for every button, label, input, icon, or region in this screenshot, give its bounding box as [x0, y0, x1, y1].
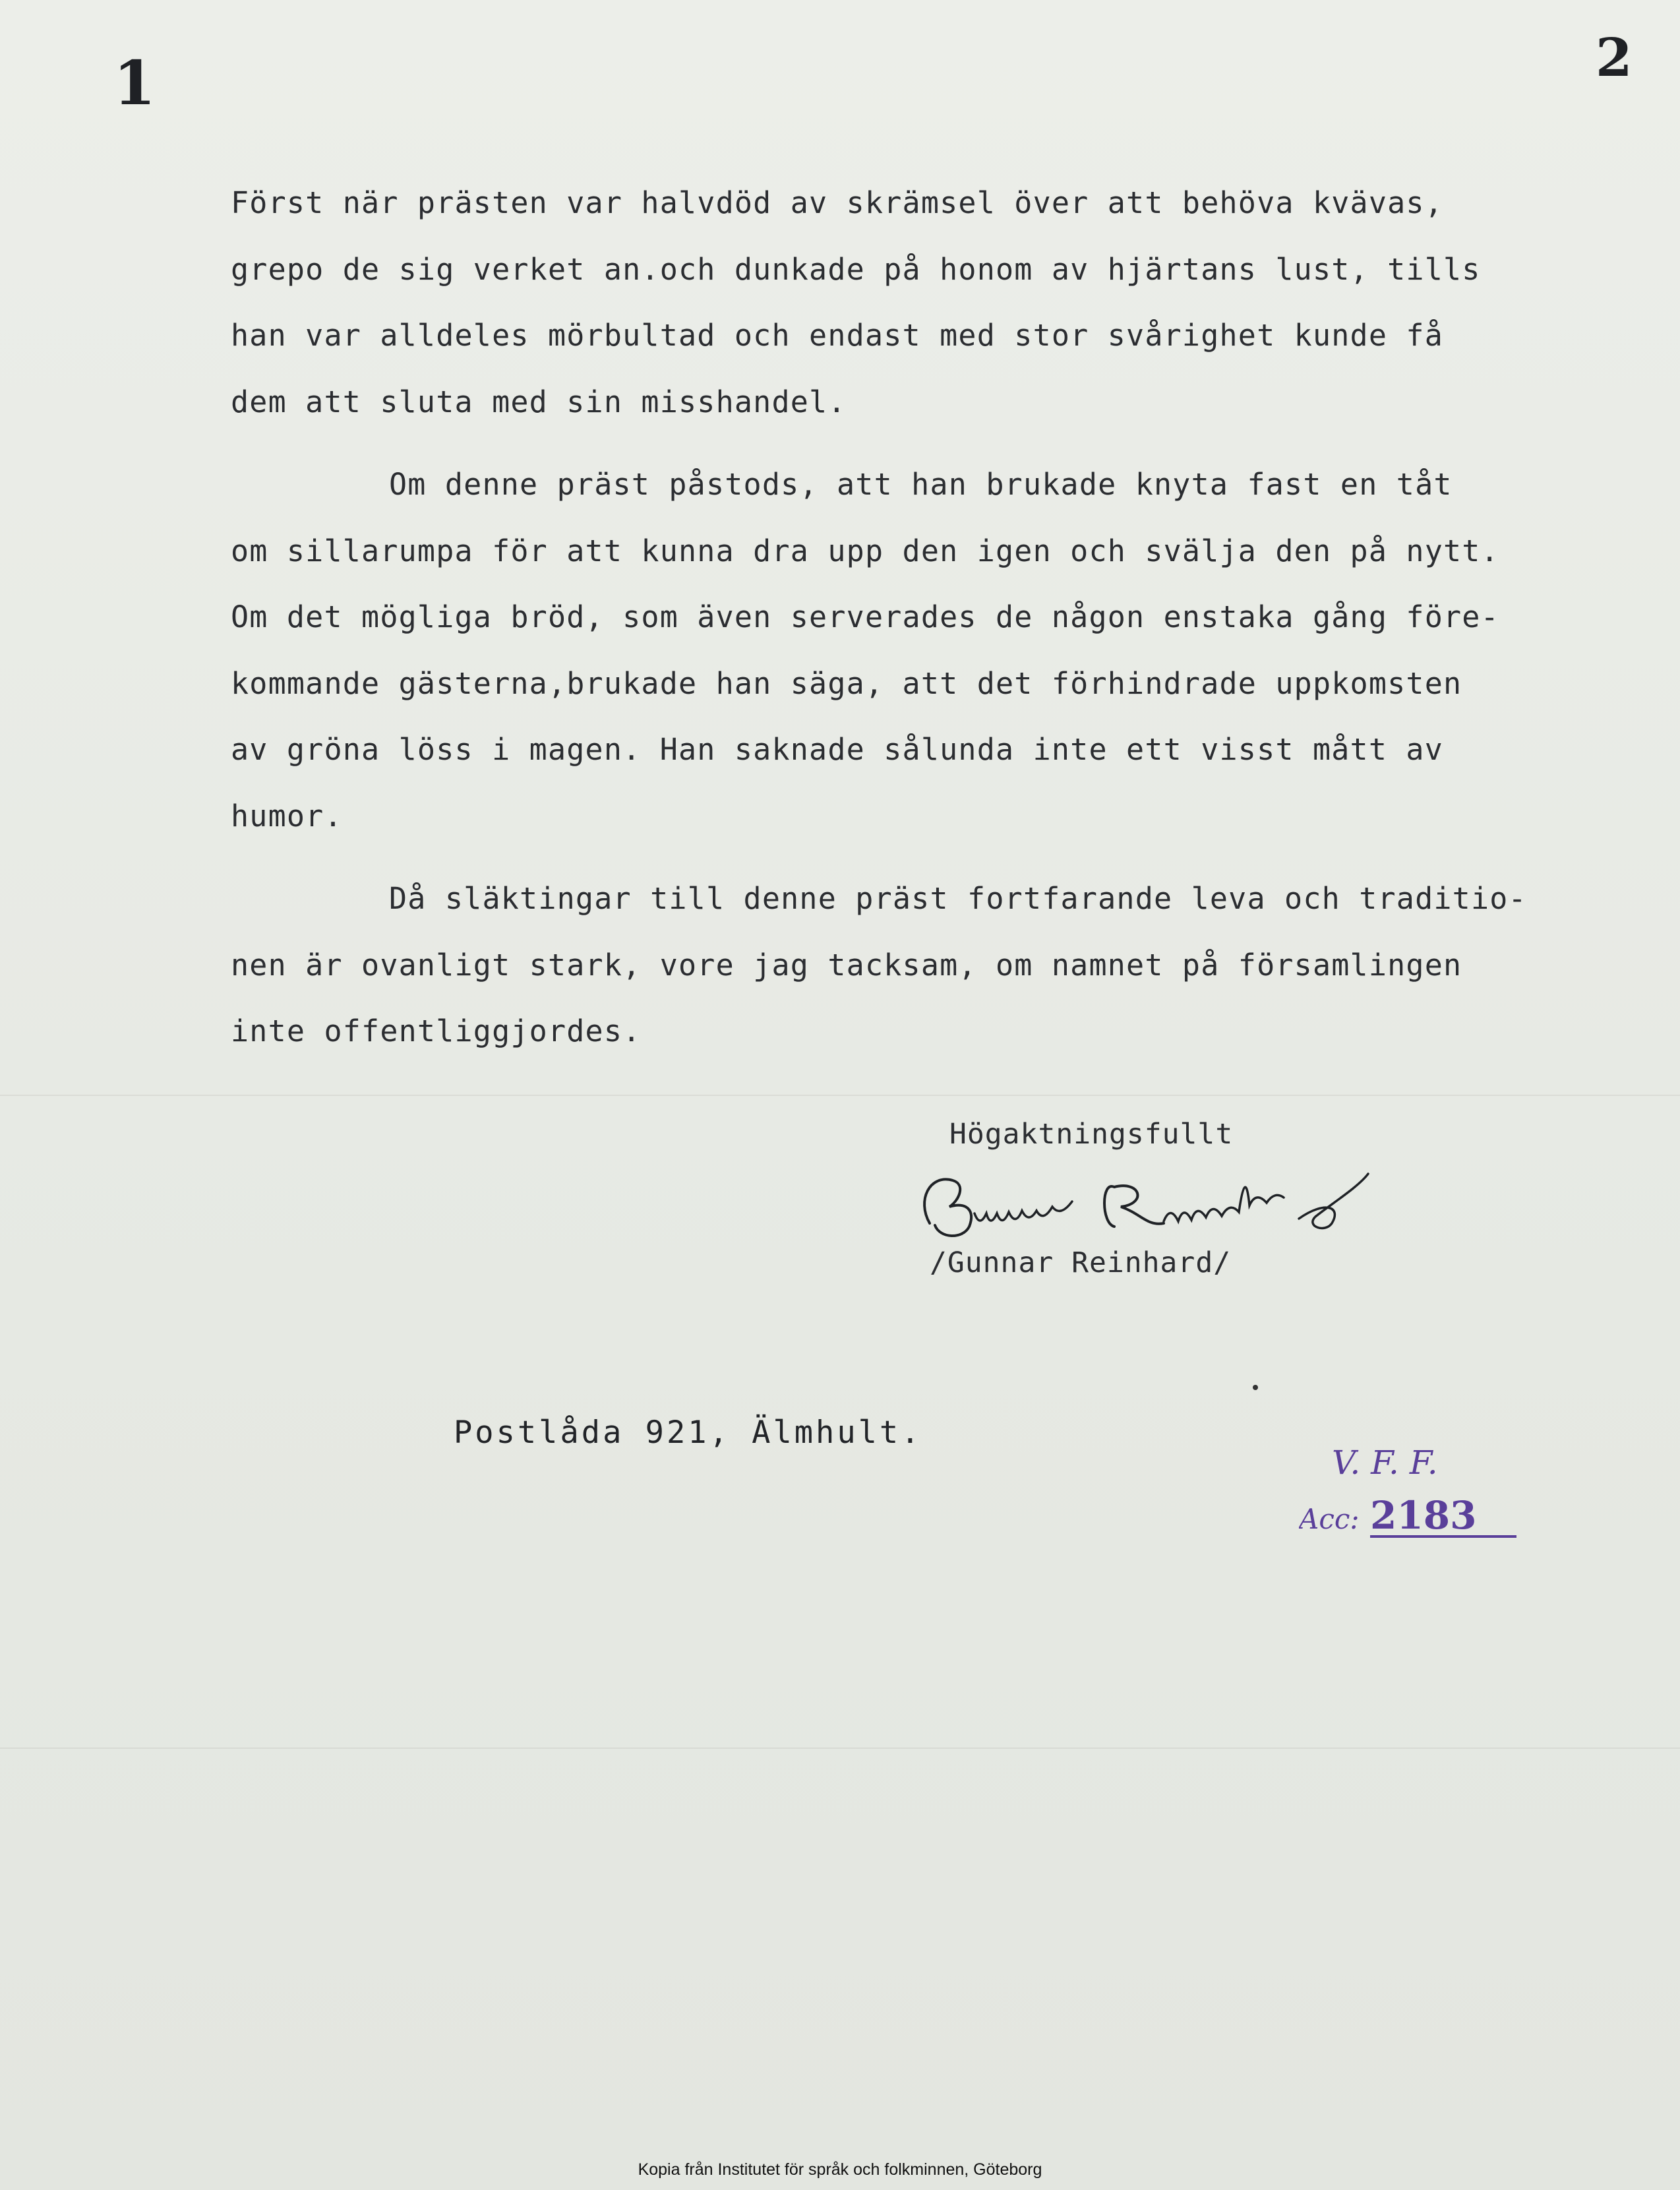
- text-line: humor.: [231, 798, 343, 834]
- text-line: han var alldeles mörbultad och endast med stor svårighet kunde få: [231, 318, 1443, 353]
- text-line: inte offentliggjordes.: [231, 1014, 642, 1049]
- archive-stamp: [1299, 1444, 1543, 1543]
- closing-salutation: Högaktningsfullt: [949, 1118, 1234, 1151]
- text-line: kommande gästerna,brukade han säga, att det förhindrade uppkomsten: [231, 665, 1462, 701]
- text-line: Först när prästen var halvdöd av skrämsel över att behöva kvävas,: [231, 185, 1443, 220]
- letter-body: [231, 170, 1635, 1065]
- sender-address: Postlåda 921, Älmhult.: [454, 1414, 922, 1451]
- text-line: Om det mögliga bröd, som även serverades de någon enstaka gång före-: [231, 599, 1499, 634]
- text-line: grepo de sig verket an.och dunkade på honom av hjärtans lust, tills: [231, 251, 1481, 287]
- copyright-footer: Kopia från Institutet för språk och folkminnen, Göteborg: [638, 2160, 1042, 2179]
- text-line: dem att sluta med sin misshandel.: [231, 384, 847, 419]
- text-line: Om denne präst påstods, att han brukade knyta fast en tåt: [389, 467, 1453, 502]
- stamp-acc-label: Acc:: [1299, 1503, 1360, 1535]
- paper-fold: [0, 1748, 1680, 1749]
- paper-fold: [0, 1095, 1680, 1096]
- page-number-left: 1: [113, 47, 156, 119]
- ink-dot: [1253, 1385, 1258, 1390]
- paragraph-gap: [231, 849, 1635, 866]
- text-line: av gröna löss i magen. Han saknade sålunda inte ett visst mått av: [231, 732, 1443, 767]
- text-line: Då släktingar till denne präst fortfarande leva och traditio-: [389, 881, 1527, 916]
- stamp-acc-number: 2183: [1370, 1493, 1477, 1538]
- page-number-right: 2: [1596, 26, 1633, 88]
- handwritten-signature: [903, 1161, 1378, 1246]
- paragraph-gap: [231, 435, 1635, 452]
- typed-name: /Gunnar Reinhard/: [930, 1246, 1232, 1279]
- text-line: nen är ovanligt stark, vore jag tacksam, om namnet på församlingen: [231, 947, 1462, 983]
- text-line: om sillarumpa för att kunna dra upp den igen och svälja den på nytt.: [231, 533, 1499, 568]
- stamp-initials: V. F. F.: [1332, 1444, 1438, 1482]
